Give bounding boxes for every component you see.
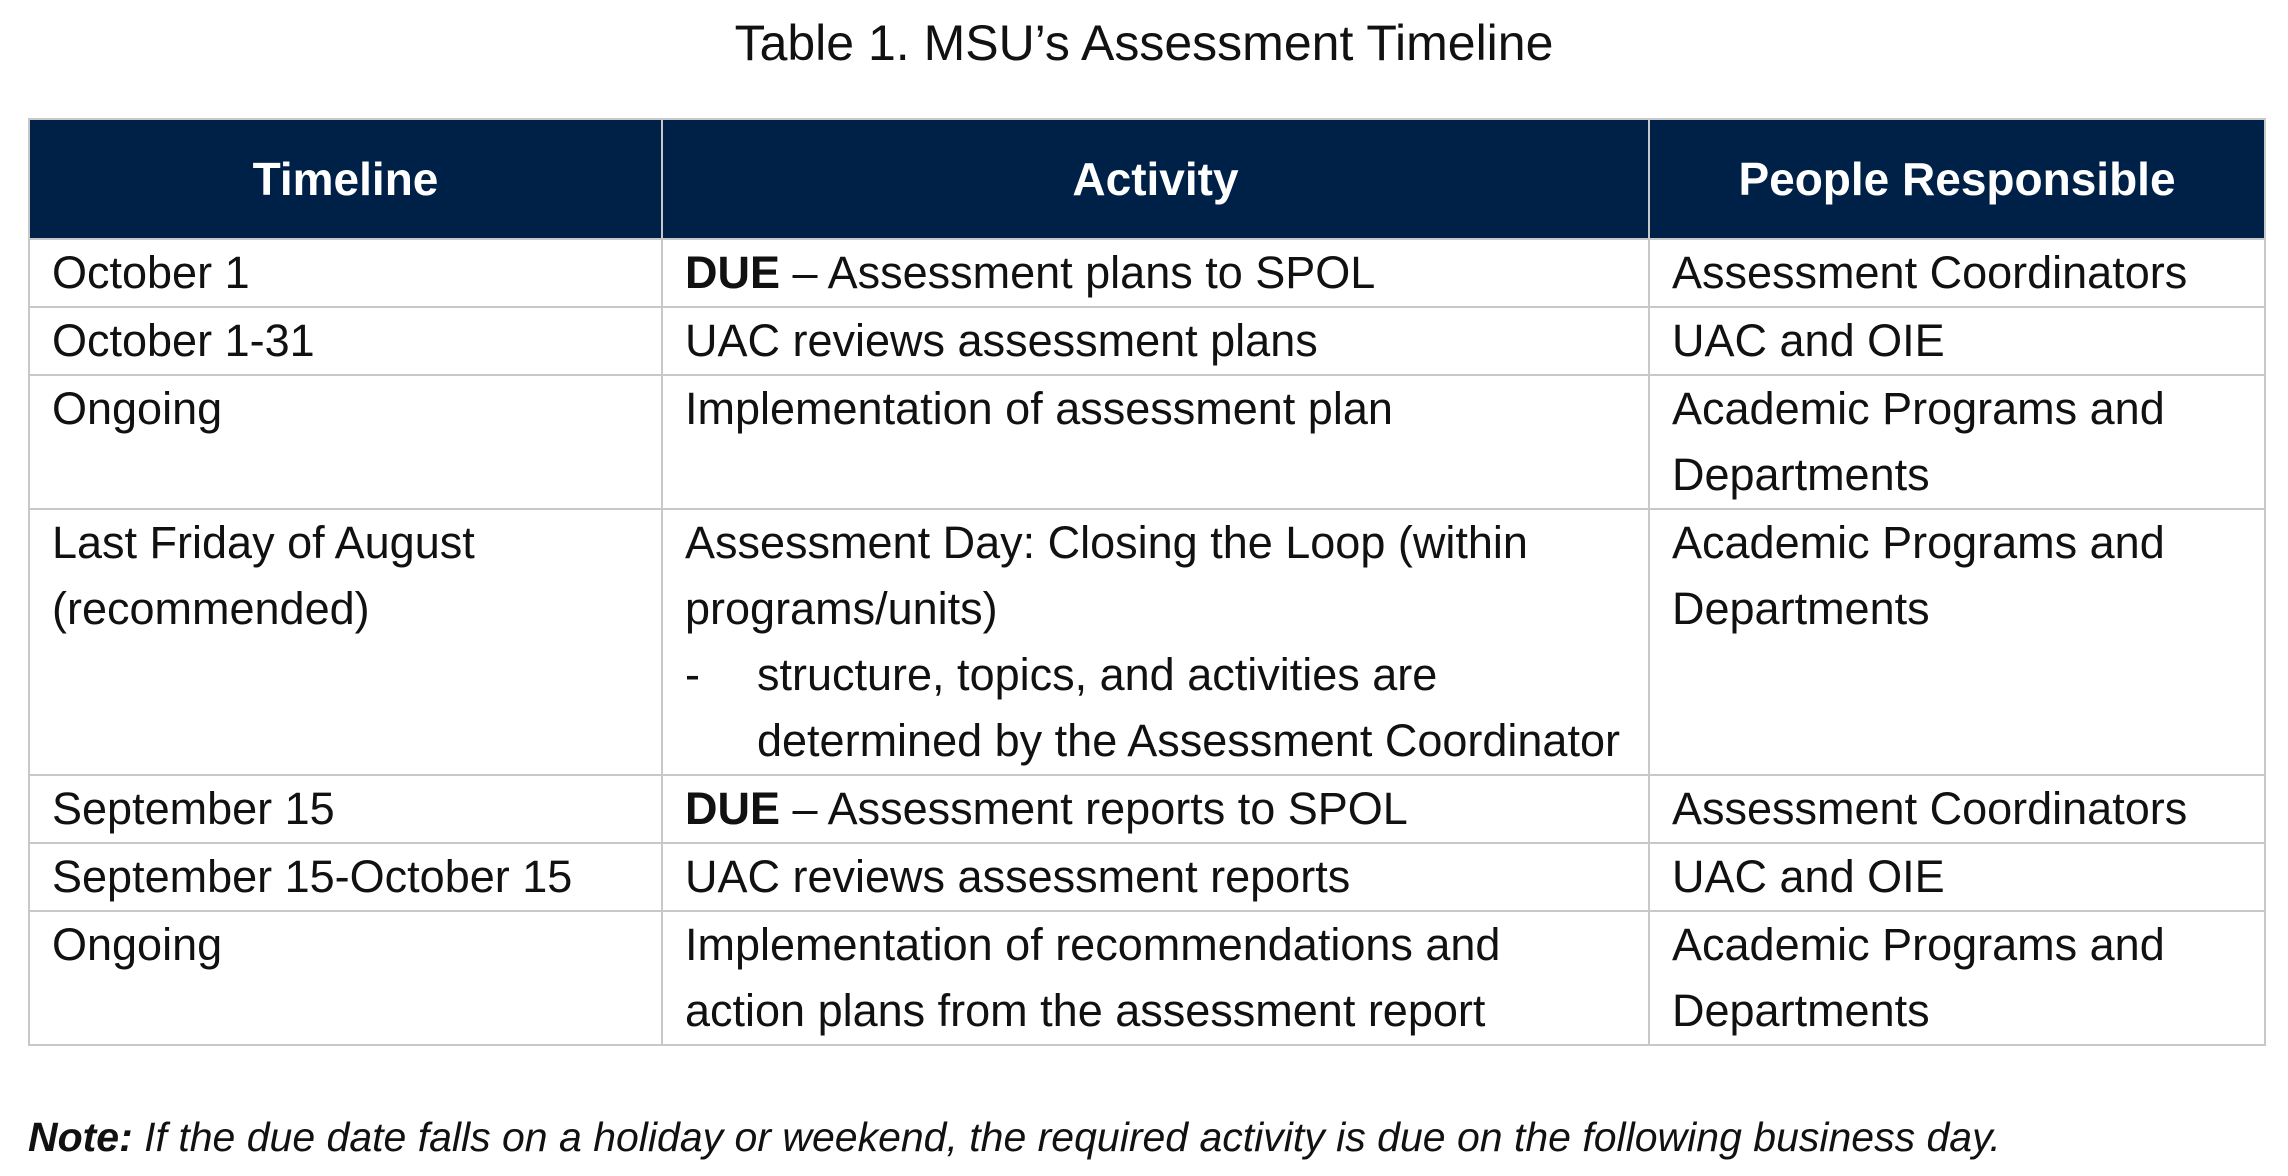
note-label: Note:	[28, 1114, 133, 1160]
table-caption: Table 1. MSU’s Assessment Timeline	[734, 15, 1554, 71]
table-row	[29, 307, 2265, 375]
activity-cell	[662, 509, 1649, 775]
assessment-timeline-table	[28, 118, 2266, 1046]
activity-text: Assessment Day: Closing the Loop (within programs/units)	[685, 517, 1528, 634]
timeline-text: Ongoing	[52, 919, 223, 970]
timeline-text: October 1-31	[52, 315, 315, 366]
timeline-cell	[29, 307, 662, 375]
activity-cell	[662, 239, 1649, 307]
timeline-text: October 1	[52, 247, 250, 298]
activity-text: – Assessment reports to SPOL	[780, 783, 1408, 834]
table-header-row	[29, 119, 2265, 239]
table-row	[29, 911, 2265, 1045]
people-text: Assessment Coordinators	[1672, 783, 2188, 834]
activity-sub-item	[685, 642, 1626, 774]
activity-cell	[662, 843, 1649, 911]
people-cell	[1649, 307, 2265, 375]
table-row	[29, 375, 2265, 509]
table-row	[29, 239, 2265, 307]
people-cell	[1649, 775, 2265, 843]
people-cell	[1649, 375, 2265, 509]
timeline-text: Ongoing	[52, 383, 223, 434]
people-cell	[1649, 239, 2265, 307]
people-text: Academic Programs and Departments	[1672, 919, 2165, 1036]
people-cell	[1649, 911, 2265, 1045]
table-note	[28, 1104, 2268, 1170]
due-label: DUE	[685, 247, 781, 298]
people-text: Academic Programs and Departments	[1672, 517, 2165, 634]
activity-cell	[662, 307, 1649, 375]
activity-cell	[662, 375, 1649, 509]
header-activity: Activity	[662, 119, 1649, 239]
header-people-responsible: People Responsible	[1649, 119, 2265, 239]
timeline-cell	[29, 911, 662, 1045]
activity-text: UAC reviews assessment plans	[685, 315, 1318, 366]
people-text: Academic Programs and Departments	[1672, 383, 2165, 500]
timeline-cell	[29, 375, 662, 509]
note-text: If the due date falls on a holiday or weekend, the required activity is due on the following business day.	[132, 1114, 2001, 1160]
timeline-cell	[29, 239, 662, 307]
table-row	[29, 509, 2265, 775]
table-row	[29, 843, 2265, 911]
activity-text: UAC reviews assessment reports	[685, 851, 1351, 902]
people-cell	[1649, 843, 2265, 911]
timeline-cell	[29, 843, 662, 911]
people-text: UAC and OIE	[1672, 315, 1945, 366]
timeline-cell	[29, 509, 662, 775]
timeline-text: September 15-October 15	[52, 851, 573, 902]
timeline-text: Last Friday of August (recommended)	[52, 517, 475, 634]
people-text: Assessment Coordinators	[1672, 247, 2188, 298]
timeline-text: September 15	[52, 783, 335, 834]
people-text: UAC and OIE	[1672, 851, 1945, 902]
activity-cell	[662, 775, 1649, 843]
activity-sub-text: structure, topics, and activities are determined by the Assessment Coordinator	[757, 649, 1620, 766]
activity-text: – Assessment plans to SPOL	[780, 247, 1376, 298]
activity-text: Implementation of recommendations and action plans from the assessment report	[685, 919, 1501, 1036]
activity-text: Implementation of assessment plan	[685, 383, 1393, 434]
header-timeline: Timeline	[29, 119, 662, 239]
dash-marker: -	[685, 649, 700, 700]
table-row	[29, 775, 2265, 843]
people-cell	[1649, 509, 2265, 775]
due-label: DUE	[685, 783, 781, 834]
activity-cell	[662, 911, 1649, 1045]
timeline-cell	[29, 775, 662, 843]
